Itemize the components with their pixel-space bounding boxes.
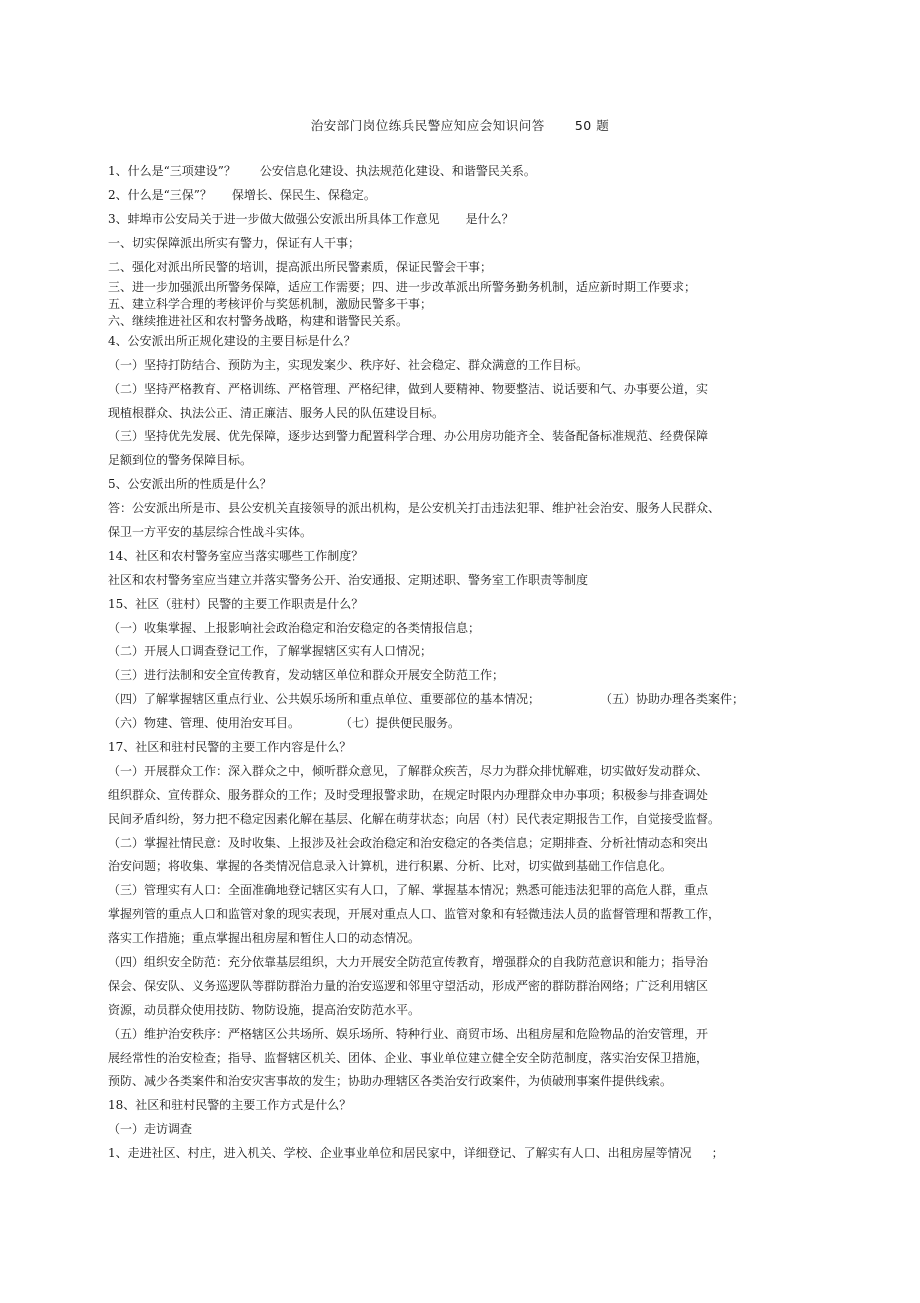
document-body	[108, 160, 798, 1166]
line-text: 六、继续推进社区和农村警务战略，构建和谐警民关系。	[108, 314, 409, 329]
line-text: （二）坚持严格教育、严格训练、严格管理、严格纪律，做到人要精神、物要整洁、说话要和气、办事要公道，实	[108, 381, 709, 396]
text-line	[108, 832, 798, 856]
text-line	[108, 473, 798, 497]
title-count: 50 题	[574, 118, 610, 133]
line-text: 14、社区和农村警务室应当落实哪些工作制度？	[108, 548, 364, 563]
text-line	[108, 855, 798, 879]
text-line	[108, 927, 798, 951]
text-line	[108, 664, 798, 688]
line-text: 展经常性的治安检查；指导、监督辖区机关、团体、企业、事业单位建立健全安全防范制度，落实治安保卫措施，	[108, 1050, 709, 1065]
text-line	[108, 184, 798, 208]
text-line	[108, 879, 798, 903]
text-line	[108, 354, 798, 378]
line-text: （三）管理实有人口：全面准确地登记辖区实有人口，了解、掌握基本情况；熟悉可能违法犯罪的高危人群，重点	[108, 883, 709, 898]
line-text: （二）掌握社情民意：及时收集、上报涉及社会政治稳定和治安稳定的各类信息；定期排查、分析社情动态和突出	[108, 835, 709, 850]
text-line	[108, 208, 798, 232]
text-line	[108, 617, 798, 641]
line-text: （一）收集掌握、上报影响社会政治稳定和治安稳定的各类情报信息；	[108, 620, 481, 635]
text-line	[108, 951, 798, 975]
text-line	[108, 497, 798, 521]
text-line	[108, 1094, 798, 1118]
line-text-secondary: 是什么？	[465, 211, 514, 226]
line-text: 预防、减少各类案件和治安灾害事故的发生；协助办理辖区各类治安行政案件，为侦破刑事案件提供线索。	[108, 1074, 673, 1089]
line-text: （六）物建、管理、使用治安耳目。	[108, 716, 301, 731]
line-text-secondary: 公安信息化建设、执法规范化建设、和谐警民关系。	[259, 164, 536, 178]
line-text: 5、公安派出所的性质是什么？	[108, 477, 272, 492]
line-text: 五、建立科学合理的考核评价与奖惩机制，激励民警多干事；	[108, 297, 433, 312]
line-text: 保会、保安队、义务巡逻队等群防群治力量的治安巡逻和邻里守望活动，形成严密的群防群治网络；广泛利用辖区	[108, 978, 709, 993]
line-text: （三）坚持优先发展、优先保障，逐步达到警力配置科学合理、办公用房功能齐全、装备配备标准规范、经费保障	[108, 429, 709, 444]
line-text: （二）开展人口调查登记工作，了解掌握辖区实有人口情况；	[108, 644, 433, 659]
line-text: 资源，动员群众使用技防、物防设施，提高治安防范水平。	[108, 1002, 421, 1017]
line-text: 一、切实保障派出所实有警力，保证有人干事；	[108, 235, 361, 250]
text-line	[108, 313, 798, 330]
text-line	[108, 593, 798, 617]
text-line	[108, 999, 798, 1023]
text-line	[108, 378, 798, 402]
document-title	[0, 116, 920, 134]
text-line	[108, 232, 798, 256]
line-text: （一）开展群众工作：深入群众之中，倾听群众意见，了解群众疾苦，尽力为群众排忧解难，切实做好发动群众、	[108, 763, 709, 778]
line-text: 落实工作措施；重点掌握出租房屋和暂住人口的动态情况。	[108, 931, 421, 946]
line-text: （四）了解掌握辖区重点行业、公共娱乐场所和重点单位、重要部位的基本情况；	[108, 692, 541, 707]
text-line	[108, 449, 798, 473]
text-line	[108, 1142, 798, 1166]
text-line	[108, 425, 798, 449]
line-text: 民间矛盾纠纷，努力把不稳定因素化解在基层、化解在萌芽状态；向居（村）民代表定期报告工作，自觉接受监督。	[108, 811, 721, 826]
line-text: 2、什么是“三保”？	[108, 187, 212, 202]
line-text: 掌握列管的重点人口和监管对象的现实表现，开展对重点人口、监管对象和有轻微违法人员的监督管理和帮教工作，	[108, 907, 721, 922]
text-line	[108, 569, 798, 593]
text-line	[108, 1118, 798, 1142]
line-text: 社区和农村警务室应当建立并落实警务公开、治安通报、定期述职、警务室工作职责等制度	[108, 572, 589, 587]
text-line	[108, 808, 798, 832]
text-line	[108, 1070, 798, 1094]
line-text: 现植根群众、执法公正、清正廉洁、服务人民的队伍建设目标。	[108, 405, 445, 420]
title-text: 治安部门岗位练兵民警应知应会知识问答	[310, 118, 545, 133]
line-text: 1、什么是“三项建设”？	[108, 164, 236, 178]
line-text: （一）走访调查	[108, 1122, 193, 1137]
line-text: 保卫一方平安的基层综合性战斗实体。	[108, 524, 313, 539]
text-line	[108, 712, 798, 736]
line-text: 17、社区和驻村民警的主要工作内容是什么？	[108, 739, 352, 754]
line-text: （四）组织安全防范：充分依靠基层组织，大力开展安全防范宣传教育，增强群众的自我防范意识和能力；指导治	[108, 955, 709, 969]
text-line	[108, 760, 798, 784]
line-text-secondary: （七）提供便民服务。	[340, 716, 461, 731]
text-line	[108, 279, 798, 296]
text-line	[108, 1047, 798, 1071]
line-text: 18、社区和驻村民警的主要工作方式是什么？	[108, 1098, 352, 1113]
line-text: （三）进行法制和安全宣传教育，发动辖区单位和群众开展安全防范工作；	[108, 668, 505, 683]
line-text: 15、社区（驻村）民警的主要工作职责是什么？	[108, 596, 364, 611]
text-line	[108, 296, 798, 313]
text-line	[108, 784, 798, 808]
line-text-secondary: 保增长、保民生、保稳定。	[231, 187, 376, 202]
line-text: （一）坚持打防结合、预防为主，实现发案少、秩序好、社会稳定、群众满意的工作目标。	[108, 357, 589, 372]
text-line	[108, 402, 798, 426]
line-text: 治安问题；将收集、掌握的各类情况信息录入计算机，进行积累、分析、比对，切实做到基础工作信息化。	[108, 859, 673, 874]
text-line	[108, 736, 798, 760]
text-line	[108, 521, 798, 545]
text-line	[108, 160, 798, 184]
line-text-secondary: ；	[711, 1146, 724, 1161]
text-line	[108, 256, 798, 280]
text-line	[108, 975, 798, 999]
text-line	[108, 545, 798, 569]
text-line	[108, 330, 798, 354]
line-text: 1、走进社区、村庄，进入机关、学校、企业事业单位和居民家中，详细登记、了解实有人口、出租房屋等情况	[108, 1146, 692, 1161]
line-text: 组织群众、宣传群众、服务群众的工作；及时受理报警求助，在规定时限内办理群众申办事项；积极参与排查调处	[108, 787, 709, 802]
text-line	[108, 688, 798, 712]
line-text: 3、蚌埠市公安局关于进一步做大做强公安派出所具体工作意见	[108, 211, 440, 226]
line-text: 二、强化对派出所民警的培训，提高派出所民警素质，保证民警会干事；	[108, 259, 493, 274]
line-text: 三、进一步加强派出所警务保障，适应工作需要；四、进一步改革派出所警务勤务机制，适应新时期工作要求；	[108, 280, 697, 295]
text-line	[108, 640, 798, 664]
line-text: 4、公安派出所正规化建设的主要目标是什么？	[108, 333, 356, 348]
text-line	[108, 903, 798, 927]
line-text-secondary: （五）协助办理各类案件；	[600, 692, 745, 707]
text-line	[108, 1023, 798, 1047]
line-text: （五）维护治安秩序：严格辖区公共场所、娱乐场所、特种行业、商贸市场、出租房屋和危险物品的治安管理，开	[108, 1026, 709, 1041]
line-text: 足额到位的警务保障目标。	[108, 453, 253, 468]
line-text: 答：公安派出所是市、县公安机关直接领导的派出机构，是公安机关打击违法犯罪、维护社会治安、服务人民群众、	[108, 501, 721, 516]
